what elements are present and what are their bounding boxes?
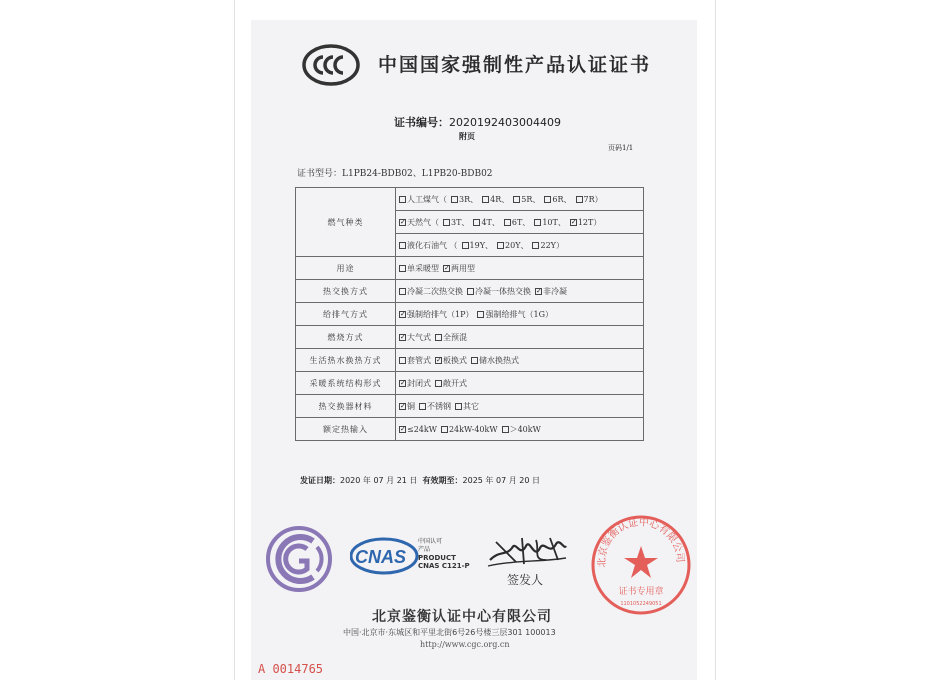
spec-option-label: 7R）	[583, 194, 603, 204]
spec-option-label: 10T、	[542, 217, 566, 227]
unchecked-checkbox-icon	[532, 242, 539, 249]
spec-option	[435, 378, 467, 389]
cgc-logo-icon	[265, 525, 333, 593]
checked-checkbox-icon	[399, 380, 406, 387]
unchecked-checkbox-icon	[497, 242, 504, 249]
spec-row-options	[396, 257, 644, 280]
svg-text:1101052249051: 1101052249051	[620, 601, 662, 607]
issue-date-label: 发证日期：	[300, 476, 340, 485]
spec-option	[576, 194, 603, 205]
unchecked-checkbox-icon	[471, 357, 478, 364]
spec-row-options	[396, 188, 644, 211]
spec-option-label: 24kW-40kW	[448, 424, 498, 434]
spec-option-label: 非冷凝	[543, 286, 567, 296]
spec-option-label: 大气式	[407, 332, 431, 342]
spec-option	[455, 401, 479, 412]
spec-option-label: 20Y、	[505, 240, 529, 250]
organization-address: 中国·北京市·东城区和平里北街6号26号楼三层301 100013	[343, 628, 556, 637]
unchecked-checkbox-icon	[443, 219, 450, 226]
unchecked-checkbox-icon	[467, 288, 474, 295]
spec-row-options	[396, 395, 644, 418]
spec-option-label: 铜	[407, 401, 415, 411]
spec-table	[295, 187, 644, 441]
certificate-header	[302, 44, 652, 86]
cnas-logo-icon	[350, 536, 422, 576]
spec-option	[467, 286, 531, 297]
spec-option-label: 3T、	[451, 217, 470, 227]
spec-option	[532, 240, 563, 251]
signer-label: 签发人	[507, 573, 544, 587]
spec-option-label: 套管式	[407, 355, 431, 365]
spec-option-label: 强制给排气（1P）	[407, 309, 474, 319]
spec-row-label: 额定热输入	[296, 418, 396, 441]
unchecked-checkbox-icon	[399, 196, 406, 203]
spec-option-label: 冷凝二次热交换	[407, 286, 463, 296]
spec-option-label: 两用型	[451, 263, 475, 273]
spec-option	[504, 217, 530, 228]
unchecked-checkbox-icon	[462, 242, 469, 249]
spec-option-label: 强制给排气（1G）	[485, 309, 553, 319]
expiry-date-label: 有效期至：	[422, 476, 463, 485]
model-row	[297, 166, 493, 179]
spec-option	[477, 309, 552, 320]
spec-row	[296, 257, 644, 280]
spec-option	[473, 217, 499, 228]
checked-checkbox-icon	[443, 265, 450, 272]
spec-option	[399, 263, 439, 274]
spec-option-label: 封闭式	[407, 378, 431, 388]
spec-row-options	[396, 280, 644, 303]
cnas-caption	[418, 538, 470, 570]
spec-row-options	[396, 349, 644, 372]
spec-row-options	[396, 326, 644, 349]
spec-row	[296, 303, 644, 326]
unchecked-checkbox-icon	[576, 196, 583, 203]
spec-option	[399, 286, 463, 297]
date-row	[300, 475, 540, 486]
spec-option	[399, 401, 415, 412]
spec-option-label: 全预混	[443, 332, 467, 342]
spec-option	[534, 217, 566, 228]
spec-option	[471, 355, 519, 366]
spec-row-label: 给排气方式	[296, 303, 396, 326]
spec-option	[441, 425, 498, 434]
spec-option-label: 冷凝一体热交换	[475, 286, 531, 296]
cnas-line-2: 产品	[418, 546, 431, 553]
spec-option	[570, 217, 602, 228]
unchecked-checkbox-icon	[435, 334, 442, 341]
spec-option-label: 6R、	[552, 194, 572, 204]
model-label: 证书型号：	[297, 169, 343, 179]
spec-option	[513, 194, 540, 205]
spec-option-label: 板换式	[443, 355, 467, 365]
checked-checkbox-icon	[399, 403, 406, 410]
checked-checkbox-icon	[435, 357, 442, 364]
spec-option	[435, 355, 467, 366]
spec-option	[399, 240, 458, 251]
certificate-number-value: 2020192403004409	[449, 116, 561, 129]
spec-option-label: 22Y）	[540, 240, 564, 250]
spec-option-label: 单采暖型	[407, 263, 439, 273]
unchecked-checkbox-icon	[534, 219, 541, 226]
spec-row	[296, 188, 644, 211]
spec-option-label: 储水换热式	[479, 355, 519, 365]
spec-row	[296, 280, 644, 303]
checked-checkbox-icon	[399, 426, 406, 433]
spec-row	[296, 326, 644, 349]
cnas-line-4: CNAS C121-P	[418, 562, 470, 570]
unchecked-checkbox-icon	[435, 380, 442, 387]
checked-checkbox-icon	[399, 311, 406, 318]
spec-option-label: 天然气（	[407, 217, 439, 227]
certificate-number-label: 证书编号：	[394, 116, 449, 129]
spec-option-label: 19Y、	[469, 240, 494, 250]
organization-name: 北京鉴衡认证中心有限公司	[372, 609, 552, 625]
spec-row	[296, 418, 644, 441]
spec-option	[435, 332, 467, 343]
spec-option-label: 其它	[463, 401, 479, 411]
spec-option	[462, 240, 493, 251]
spec-option-label: 液化石油气 （	[407, 240, 458, 250]
issue-date-value: 2020 年 07 月 21 日	[340, 476, 418, 485]
spec-option	[399, 309, 473, 320]
spec-row-options	[396, 211, 644, 234]
spec-option-label: ≤24kW	[407, 424, 437, 434]
svg-text:北京鉴衡认证中心有限公司: 北京鉴衡认证中心有限公司	[596, 517, 686, 568]
checked-checkbox-icon	[535, 288, 542, 295]
spec-row-options	[396, 234, 644, 257]
spec-option	[419, 401, 451, 412]
spec-option-label: 5R、	[521, 194, 541, 204]
serial-number: A 0014765	[258, 662, 324, 676]
unchecked-checkbox-icon	[513, 196, 520, 203]
checked-checkbox-icon	[570, 219, 577, 226]
organization-url[interactable]: http://www.cgc.org.cn	[420, 640, 510, 649]
spec-row-label: 燃烧方式	[296, 326, 396, 349]
spec-option-label: 敞开式	[443, 378, 467, 388]
spec-option	[399, 378, 431, 389]
spec-option-label: 4T、	[481, 217, 500, 227]
unchecked-checkbox-icon	[455, 403, 462, 410]
spec-row-label: 用途	[296, 257, 396, 280]
spec-option	[443, 263, 475, 274]
unchecked-checkbox-icon	[477, 311, 484, 318]
annex-label: 附页	[459, 132, 475, 141]
checked-checkbox-icon	[399, 219, 406, 226]
spec-option	[443, 217, 469, 228]
unchecked-checkbox-icon	[419, 403, 426, 410]
svg-text:CNAS: CNAS	[355, 547, 407, 567]
spec-option-label: 4R、	[490, 194, 510, 204]
expiry-date-value: 2025 年 07 月 20 日	[462, 476, 540, 485]
spec-row	[296, 349, 644, 372]
spec-option	[482, 194, 509, 205]
ccc-logo-icon	[302, 44, 360, 86]
unchecked-checkbox-icon	[473, 219, 480, 226]
spec-row-label: 热交换方式	[296, 280, 396, 303]
spec-row-label: 采暖系统结构形式	[296, 372, 396, 395]
spec-option	[451, 194, 478, 205]
spec-option-label: 12T）	[577, 217, 602, 227]
spec-option-label: ＞40kW	[509, 424, 541, 434]
unchecked-checkbox-icon	[482, 196, 489, 203]
certificate-number	[394, 114, 561, 130]
spec-option	[399, 355, 431, 366]
spec-row-options	[396, 303, 644, 326]
spec-option-label: 6T、	[511, 217, 531, 227]
certificate-title: 中国国家强制性产品认证证书	[378, 54, 652, 76]
official-seal-stamp	[588, 512, 694, 618]
spec-row	[296, 372, 644, 395]
unchecked-checkbox-icon	[451, 196, 458, 203]
spec-option	[399, 194, 447, 205]
unchecked-checkbox-icon	[544, 196, 551, 203]
spec-option	[535, 286, 567, 297]
spec-row-options	[396, 418, 644, 441]
spec-row-label: 生活热水换热方式	[296, 349, 396, 372]
spec-row-label: 燃气种类	[296, 188, 396, 257]
svg-text:证书专用章: 证书专用章	[618, 587, 664, 597]
unchecked-checkbox-icon	[502, 426, 509, 433]
page-number: 页码1/1	[608, 144, 634, 152]
spec-row-options	[396, 372, 644, 395]
signature-image	[486, 530, 568, 570]
spec-option-label: 不锈钢	[427, 401, 451, 411]
checked-checkbox-icon	[399, 334, 406, 341]
cnas-line-1: 中国认可	[418, 538, 443, 545]
spec-option	[399, 217, 439, 228]
spec-option	[497, 240, 528, 251]
spec-row-label: 热交换器材料	[296, 395, 396, 418]
spec-option	[399, 332, 431, 343]
spec-option	[544, 194, 571, 205]
model-value: L1PB24-BDB02、L1PB20-BDB02	[342, 169, 493, 179]
unchecked-checkbox-icon	[399, 357, 406, 364]
unchecked-checkbox-icon	[399, 265, 406, 272]
spec-option-label: 3R、	[459, 194, 479, 204]
unchecked-checkbox-icon	[399, 288, 406, 295]
spec-option	[399, 425, 437, 434]
unchecked-checkbox-icon	[441, 426, 448, 433]
spec-option-label: 人工煤气（	[407, 194, 447, 204]
spec-row	[296, 395, 644, 418]
spec-option	[502, 424, 541, 435]
cnas-line-3: PRODUCT	[418, 554, 456, 562]
unchecked-checkbox-icon	[399, 242, 406, 249]
unchecked-checkbox-icon	[504, 219, 511, 226]
